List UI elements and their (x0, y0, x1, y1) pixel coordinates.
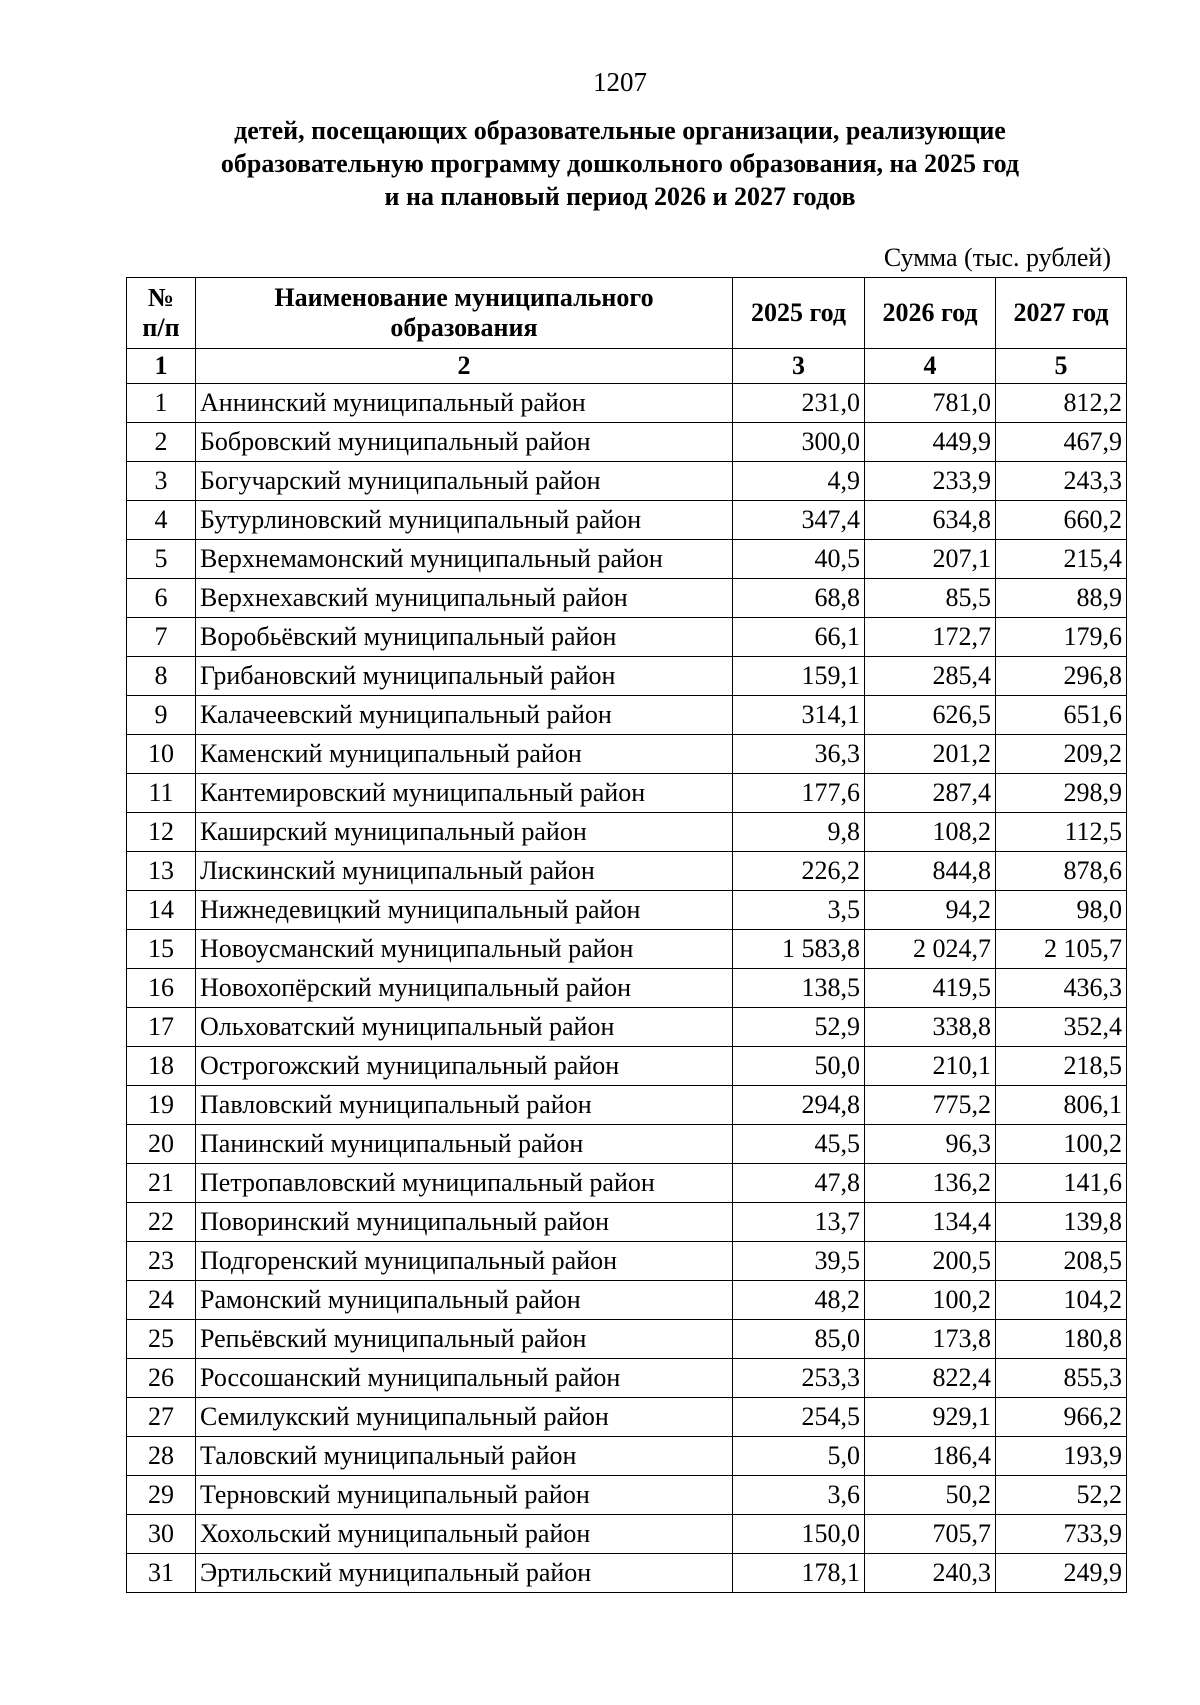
table-row (127, 501, 1127, 540)
table-row (127, 384, 1127, 423)
row-number: 3 (127, 462, 196, 501)
municipality-name: Нижнедевицкий муниципальный район (196, 891, 733, 930)
value-2026: 419,5 (865, 969, 996, 1008)
value-2027: 209,2 (996, 735, 1127, 774)
table-row (127, 540, 1127, 579)
table-row (127, 1086, 1127, 1125)
row-number: 21 (127, 1164, 196, 1203)
row-number: 13 (127, 852, 196, 891)
municipality-name: Рамонский муниципальный район (196, 1281, 733, 1320)
table-row (127, 1515, 1127, 1554)
table-row (127, 891, 1127, 930)
value-2025: 48,2 (733, 1281, 865, 1320)
municipality-name: Терновский муниципальный район (196, 1476, 733, 1515)
value-2026: 781,0 (865, 384, 996, 423)
row-number: 24 (127, 1281, 196, 1320)
row-number: 26 (127, 1359, 196, 1398)
value-2025: 52,9 (733, 1008, 865, 1047)
value-2027: 249,9 (996, 1554, 1127, 1593)
municipality-name: Калачеевский муниципальный район (196, 696, 733, 735)
value-2027: 179,6 (996, 618, 1127, 657)
row-number: 22 (127, 1203, 196, 1242)
value-2027: 180,8 (996, 1320, 1127, 1359)
value-2027: 855,3 (996, 1359, 1127, 1398)
column-number-3: 3 (733, 349, 865, 384)
municipality-name: Ольховатский муниципальный район (196, 1008, 733, 1047)
row-number: 9 (127, 696, 196, 735)
value-2027: 733,9 (996, 1515, 1127, 1554)
row-number: 27 (127, 1398, 196, 1437)
value-2025: 1 583,8 (733, 930, 865, 969)
value-2026: 2 024,7 (865, 930, 996, 969)
value-2025: 50,0 (733, 1047, 865, 1086)
value-2025: 253,3 (733, 1359, 865, 1398)
municipality-name: Новохопёрский муниципальный район (196, 969, 733, 1008)
header-number (127, 278, 196, 349)
municipality-name: Павловский муниципальный район (196, 1086, 733, 1125)
table-row (127, 1554, 1127, 1593)
title-line-1: детей, посещающих образовательные организации, реализующие (234, 116, 1006, 145)
value-2027: 878,6 (996, 852, 1127, 891)
value-2026: 210,1 (865, 1047, 996, 1086)
value-2025: 13,7 (733, 1203, 865, 1242)
row-number: 4 (127, 501, 196, 540)
row-number: 19 (127, 1086, 196, 1125)
value-2026: 929,1 (865, 1398, 996, 1437)
value-2026: 338,8 (865, 1008, 996, 1047)
value-2026: 449,9 (865, 423, 996, 462)
value-2025: 300,0 (733, 423, 865, 462)
value-2027: 651,6 (996, 696, 1127, 735)
table-row (127, 1437, 1127, 1476)
value-2025: 3,6 (733, 1476, 865, 1515)
value-2025: 159,1 (733, 657, 865, 696)
table-row (127, 1008, 1127, 1047)
value-2027: 112,5 (996, 813, 1127, 852)
row-number: 11 (127, 774, 196, 813)
municipality-name: Бобровский муниципальный район (196, 423, 733, 462)
municipality-name: Верхнемамонский муниципальный район (196, 540, 733, 579)
table-row (127, 1164, 1127, 1203)
value-2027: 352,4 (996, 1008, 1127, 1047)
value-2025: 138,5 (733, 969, 865, 1008)
value-2025: 40,5 (733, 540, 865, 579)
municipality-name: Новоусманский муниципальный район (196, 930, 733, 969)
row-number: 2 (127, 423, 196, 462)
row-number: 16 (127, 969, 196, 1008)
value-2025: 254,5 (733, 1398, 865, 1437)
value-2025: 85,0 (733, 1320, 865, 1359)
column-number-row (127, 349, 1127, 384)
row-number: 12 (127, 813, 196, 852)
value-2025: 177,6 (733, 774, 865, 813)
table-row (127, 462, 1127, 501)
value-2026: 173,8 (865, 1320, 996, 1359)
row-number: 10 (127, 735, 196, 774)
municipality-name: Репьёвский муниципальный район (196, 1320, 733, 1359)
municipality-name: Воробьёвский муниципальный район (196, 618, 733, 657)
municipality-name: Таловский муниципальный район (196, 1437, 733, 1476)
table-row (127, 1281, 1127, 1320)
municipality-name: Аннинский муниципальный район (196, 384, 733, 423)
table-row (127, 1125, 1127, 1164)
column-number-4: 4 (865, 349, 996, 384)
municipality-name: Острогожский муниципальный район (196, 1047, 733, 1086)
row-number: 6 (127, 579, 196, 618)
municipality-name: Лискинский муниципальный район (196, 852, 733, 891)
municipality-name: Грибановский муниципальный район (196, 657, 733, 696)
value-2027: 208,5 (996, 1242, 1127, 1281)
value-2027: 467,9 (996, 423, 1127, 462)
title-line-3: и на плановый период 2026 и 2027 годов (384, 182, 856, 211)
row-number: 17 (127, 1008, 196, 1047)
value-2027: 215,4 (996, 540, 1127, 579)
value-2025: 47,8 (733, 1164, 865, 1203)
row-number: 30 (127, 1515, 196, 1554)
row-number: 20 (127, 1125, 196, 1164)
value-2026: 207,1 (865, 540, 996, 579)
header-year-2025: 2025 год (733, 278, 865, 349)
table-header-row (127, 278, 1127, 349)
value-2025: 178,1 (733, 1554, 865, 1593)
table-row (127, 1398, 1127, 1437)
value-2027: 966,2 (996, 1398, 1127, 1437)
value-2027: 98,0 (996, 891, 1127, 930)
row-number: 25 (127, 1320, 196, 1359)
column-number-1: 1 (127, 349, 196, 384)
table-row (127, 657, 1127, 696)
value-2027: 139,8 (996, 1203, 1127, 1242)
municipality-name: Каменский муниципальный район (196, 735, 733, 774)
column-number-2: 2 (196, 349, 733, 384)
value-2026: 233,9 (865, 462, 996, 501)
value-2027: 812,2 (996, 384, 1127, 423)
value-2027: 2 105,7 (996, 930, 1127, 969)
table-row (127, 423, 1127, 462)
value-2025: 3,5 (733, 891, 865, 930)
value-2026: 100,2 (865, 1281, 996, 1320)
table-row (127, 930, 1127, 969)
value-2027: 296,8 (996, 657, 1127, 696)
row-number: 18 (127, 1047, 196, 1086)
table-row (127, 735, 1127, 774)
table-row (127, 696, 1127, 735)
table-row (127, 1203, 1127, 1242)
row-number: 8 (127, 657, 196, 696)
value-2027: 141,6 (996, 1164, 1127, 1203)
value-2025: 4,9 (733, 462, 865, 501)
value-2025: 45,5 (733, 1125, 865, 1164)
value-2025: 347,4 (733, 501, 865, 540)
value-2026: 172,7 (865, 618, 996, 657)
value-2026: 94,2 (865, 891, 996, 930)
units-label: Сумма (тыс. рублей) (883, 243, 1111, 272)
table-row (127, 774, 1127, 813)
row-number: 29 (127, 1476, 196, 1515)
title-line-2: образовательную программу дошкольного образования, на 2025 год (220, 149, 1020, 178)
municipality-name: Богучарский муниципальный район (196, 462, 733, 501)
value-2027: 243,3 (996, 462, 1127, 501)
value-2025: 5,0 (733, 1437, 865, 1476)
row-number: 28 (127, 1437, 196, 1476)
table-body (127, 349, 1127, 1593)
value-2025: 231,0 (733, 384, 865, 423)
value-2027: 88,9 (996, 579, 1127, 618)
row-number: 31 (127, 1554, 196, 1593)
value-2027: 436,3 (996, 969, 1127, 1008)
value-2027: 104,2 (996, 1281, 1127, 1320)
table-row (127, 618, 1127, 657)
allocation-table (126, 277, 1127, 1593)
header-name-label: Наименование муниципального образования (274, 283, 654, 342)
value-2025: 36,3 (733, 735, 865, 774)
value-2026: 200,5 (865, 1242, 996, 1281)
municipality-name: Россошанский муниципальный район (196, 1359, 733, 1398)
value-2025: 68,8 (733, 579, 865, 618)
value-2026: 201,2 (865, 735, 996, 774)
table-row (127, 1047, 1127, 1086)
column-number-5: 5 (996, 349, 1127, 384)
header-year-2027: 2027 год (996, 278, 1127, 349)
row-number: 23 (127, 1242, 196, 1281)
municipality-name: Бутурлиновский муниципальный район (196, 501, 733, 540)
value-2026: 634,8 (865, 501, 996, 540)
value-2025: 9,8 (733, 813, 865, 852)
table-row (127, 1242, 1127, 1281)
value-2026: 134,4 (865, 1203, 996, 1242)
table-row (127, 579, 1127, 618)
table-row (127, 1359, 1127, 1398)
header-name (196, 278, 733, 349)
municipality-name: Каширский муниципальный район (196, 813, 733, 852)
value-2025: 226,2 (733, 852, 865, 891)
municipality-name: Семилукский муниципальный район (196, 1398, 733, 1437)
value-2025: 150,0 (733, 1515, 865, 1554)
municipality-name: Верхнехавский муниципальный район (196, 579, 733, 618)
municipality-name: Панинский муниципальный район (196, 1125, 733, 1164)
row-number: 15 (127, 930, 196, 969)
municipality-name: Эртильский муниципальный район (196, 1554, 733, 1593)
value-2026: 85,5 (865, 579, 996, 618)
value-2026: 287,4 (865, 774, 996, 813)
value-2026: 186,4 (865, 1437, 996, 1476)
value-2026: 96,3 (865, 1125, 996, 1164)
value-2026: 240,3 (865, 1554, 996, 1593)
value-2027: 660,2 (996, 501, 1127, 540)
municipality-name: Петропавловский муниципальный район (196, 1164, 733, 1203)
table-row (127, 969, 1127, 1008)
row-number: 7 (127, 618, 196, 657)
municipality-name: Кантемировский муниципальный район (196, 774, 733, 813)
value-2026: 136,2 (865, 1164, 996, 1203)
value-2025: 294,8 (733, 1086, 865, 1125)
value-2026: 822,4 (865, 1359, 996, 1398)
value-2027: 218,5 (996, 1047, 1127, 1086)
value-2027: 298,9 (996, 774, 1127, 813)
header-year-2026: 2026 год (865, 278, 996, 349)
table-row (127, 1476, 1127, 1515)
value-2025: 39,5 (733, 1242, 865, 1281)
value-2026: 626,5 (865, 696, 996, 735)
municipality-name: Подгоренский муниципальный район (196, 1242, 733, 1281)
value-2026: 50,2 (865, 1476, 996, 1515)
value-2025: 314,1 (733, 696, 865, 735)
value-2027: 806,1 (996, 1086, 1127, 1125)
row-number: 1 (127, 384, 196, 423)
document-title (0, 114, 1200, 213)
table-row (127, 1320, 1127, 1359)
value-2026: 285,4 (865, 657, 996, 696)
page-number: 1207 (593, 67, 647, 97)
table-row (127, 813, 1127, 852)
row-number: 14 (127, 891, 196, 930)
header-number-label: № п/п (142, 283, 180, 342)
municipality-name: Поворинский муниципальный район (196, 1203, 733, 1242)
row-number: 5 (127, 540, 196, 579)
value-2026: 705,7 (865, 1515, 996, 1554)
table-row (127, 852, 1127, 891)
value-2027: 100,2 (996, 1125, 1127, 1164)
value-2025: 66,1 (733, 618, 865, 657)
value-2026: 844,8 (865, 852, 996, 891)
value-2026: 775,2 (865, 1086, 996, 1125)
value-2027: 52,2 (996, 1476, 1127, 1515)
value-2027: 193,9 (996, 1437, 1127, 1476)
value-2026: 108,2 (865, 813, 996, 852)
municipality-name: Хохольский муниципальный район (196, 1515, 733, 1554)
